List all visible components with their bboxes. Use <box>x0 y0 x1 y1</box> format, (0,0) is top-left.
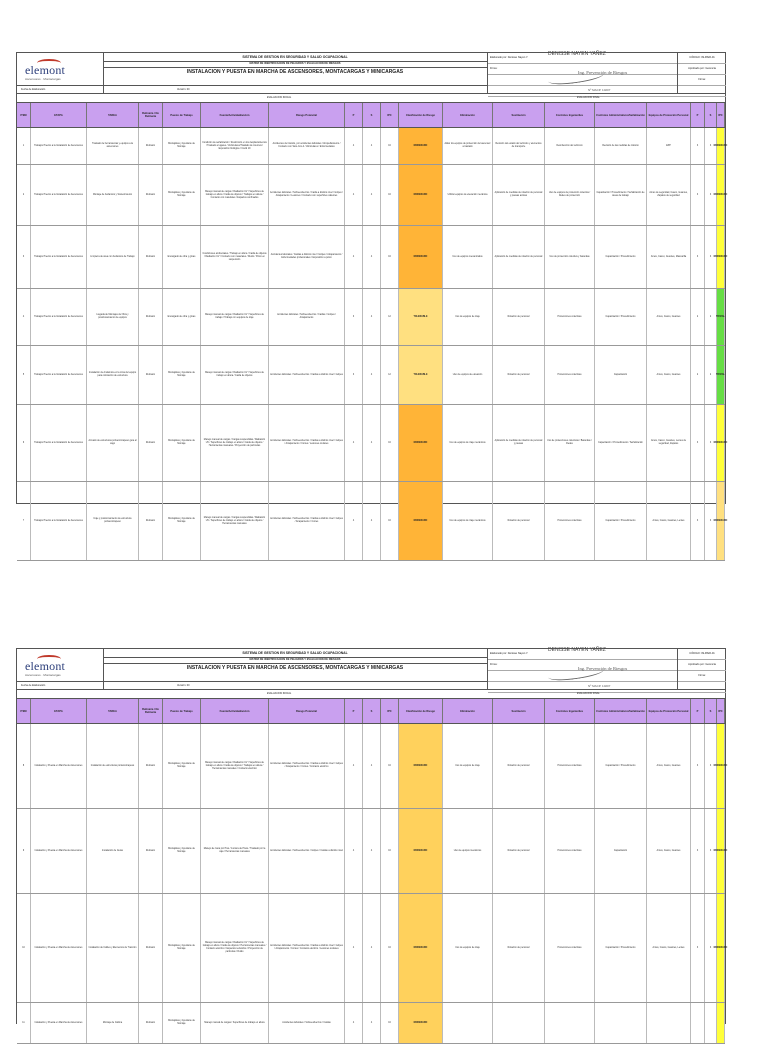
cell-clas: TOLERABLE <box>399 346 443 404</box>
project-title: INSTALACION Y PUESTA EN MARCHA DE ASCENSORES, MONTACARGAS Y MINICARGAS <box>186 665 404 671</box>
cell-p: 4 <box>345 894 363 1002</box>
cell-ipc: 16 <box>381 894 399 1002</box>
cell-clas: MODERADO <box>399 226 443 288</box>
cell-ing <box>545 1003 595 1043</box>
cell-adm <box>595 1003 647 1043</box>
cell-s: 4 <box>363 346 381 404</box>
cell-s: 4 <box>363 405 381 481</box>
cell-s2: 3 <box>705 724 717 808</box>
cell-s: 4 <box>363 289 381 345</box>
cell-puesto: Montajistas y Ayudante de Montaje <box>163 1003 201 1043</box>
cell-fuente: Manejo manual de cargas / Radiación UV / Superficies de trabajo en altura / Caída de objetos / Trabajos en altura / Contacto con materiales / Espacios confinados <box>201 165 269 225</box>
cell-ipc2: MODERADO <box>717 482 725 560</box>
column-header-s2: S <box>705 103 717 127</box>
iper-page-2 <box>16 648 726 1024</box>
cell-sust: Rotación de personal <box>493 289 545 345</box>
column-header-epp: Equipos de Protección Personal <box>647 103 691 127</box>
cell-ipc2: MODERADO <box>717 809 725 893</box>
cell-ipc: 16 <box>381 809 399 893</box>
cell-ing: Desinfección del vehículo <box>545 128 595 164</box>
cell-item: 2 <box>17 165 31 225</box>
cell-p2: 3 <box>691 226 705 288</box>
column-header-fuente: Fuente/Actividad/acción <box>201 699 269 723</box>
cell-clas: MODERADO <box>399 128 443 164</box>
cell-s2: 3 <box>705 405 717 481</box>
evaluation-band: EVALUACION INICIAL EVALUACION FINAL <box>17 690 725 699</box>
cell-s: 4 <box>363 894 381 1002</box>
cell-sust: Aplicación de medidas de rotación de personal y pausas <box>493 405 545 481</box>
cell-etapa: Trabajos Previos a la Instalación de Ascensores <box>31 289 87 345</box>
table-body <box>17 128 728 561</box>
cell-clas: MODERADO <box>399 894 443 1002</box>
cell-rutina: Rutinario <box>139 405 163 481</box>
column-header-fuente: Fuente/Actividad/acción <box>201 103 269 127</box>
cell-clas: MODERADO <box>399 809 443 893</box>
cell-s2: 2 <box>705 346 717 404</box>
cell-fuente: Manejo manual de cargas / Radiación UV / Superficies de trabajo en altura / Caída de objetos <box>201 346 269 404</box>
cell-riesgo: Accidentes laborales / Sobreesfuerzos / Caída a distinto nivel / Golpes / Atrapamiento / Lesiones / Contacto con superficies calientes <box>269 165 345 225</box>
cell-p2: 2 <box>691 289 705 345</box>
cell-sust: Rotación de personal <box>493 724 545 808</box>
cell-adm: Capacitación / Procedimiento <box>595 894 647 1002</box>
cell-sust: Aplicación de medidas de rotación de personal <box>493 226 545 288</box>
cell-fuente: Condiciones ambientales / Trabajo en altura / Caída de objetos / Radiación UV / Contacto con materiales / Ruido / Polvo en suspensión <box>201 226 269 288</box>
cell-etapa: Trabajos Previos a la Instalación de Ascensores <box>31 482 87 560</box>
column-header-item: ITEM <box>17 103 31 127</box>
column-header-p: P <box>345 699 363 723</box>
cell-s2: 2 <box>705 289 717 345</box>
cell-item: 3 <box>17 226 31 288</box>
cell-rutina: Rutinario <box>139 1003 163 1043</box>
cell-fuente: Manejo de Guía por Piso / Juntura de Pisos / Traslado por la caja / Herramientas manuales <box>201 809 269 893</box>
table-header <box>17 699 725 724</box>
column-header-tarea: TAREA <box>87 699 139 723</box>
document-header <box>17 53 725 94</box>
signature-name: DENISSE NAYEN YAÑEZ <box>548 51 606 57</box>
cell-p2: 3 <box>691 894 705 1002</box>
cell-riesgo: Accidentes laborales / Sobreesfuerzos / Caídas a distinto nivel / Golpes / Atrapamiento / Cortes / Contacto eléctrico <box>269 724 345 808</box>
column-header-ipc: IPC <box>381 103 399 127</box>
matrix-title: MATRIZ DE IDENTIFICACION DE PELIGROS Y EVALUACION DE RIESGOS <box>103 657 487 664</box>
cell-ipc: 12 <box>381 289 399 345</box>
cell-fuente: Manejo manual de cargas / Superficies de trabajo en altura <box>201 1003 269 1043</box>
cell-ipc2: MODERADO <box>717 226 725 288</box>
column-header-riesgo: Riesgo Potencial <box>269 699 345 723</box>
cell-ipc2: MODERADO <box>717 724 725 808</box>
cell-clas: TOLERABLE <box>399 289 443 345</box>
cell-puesto: Montajistas y Ayudante de Montaje <box>163 405 201 481</box>
column-header-adm: Controles Administrativos/Señalización <box>595 103 647 127</box>
cell-sust: Rotación de personal <box>493 894 545 1002</box>
cell-ipc2: MODERADO <box>717 165 725 225</box>
cell-item: 5 <box>17 346 31 404</box>
cell-clas: MODERADO <box>399 482 443 560</box>
cell-puesto: Encargado de obra y grúas <box>163 226 201 288</box>
cell-rutina: Rutinario <box>139 809 163 893</box>
cell-clas: MODERADO <box>399 165 443 225</box>
cell-ipc2: TRIVIAL <box>717 346 725 404</box>
column-header-ing: Controles Ingenieriles <box>545 699 595 723</box>
cell-tarea: Limpieza de área con Andamios de Trabajo <box>87 226 139 288</box>
project-title: INSTALACION Y PUESTA EN MARCHA DE ASCENSORES, MONTACARGAS Y MINICARGAS <box>186 69 404 75</box>
cell-p: 3 <box>345 289 363 345</box>
cell-puesto: Encargado de obra y grúas <box>163 289 201 345</box>
evaluation-band: EVALUACION INICIAL EVALUACION FINAL <box>17 94 725 103</box>
cell-ing: Protecciones colectivas <box>545 482 595 560</box>
cell-ing: Protecciones colectivas <box>545 809 595 893</box>
cell-elim: Uso de equipos mecanizados <box>443 226 493 288</box>
system-title: SISTEMA DE GESTION EN SEGURIDAD Y SALUD OCUPACIONAL <box>103 649 487 658</box>
cell-p: 4 <box>345 128 363 164</box>
column-header-s2: S <box>705 699 717 723</box>
cell-s2: 3 <box>705 128 717 164</box>
cell-fuente: Manejo manual de cargas / Radiación UV / Superficies de trabajo en altura / Caída de objetos / Herramientas manuales / Contacto eléctrico / Espacios reducidos / Proyección de partículas / Ruido <box>201 894 269 1002</box>
cell-epp: Arnés, Casco, Guantes <box>647 724 691 808</box>
cell-tarea: Izaje y posicionamiento de estructura portacontrapeso <box>87 482 139 560</box>
cell-tarea: Instalación de Cables y Elementos de Tracción <box>87 894 139 1002</box>
cell-riesgo: Accidentes laborales / Sobreesfuerzos / Caídas <box>269 1003 345 1043</box>
cell-adm: Capacitación / Procedimiento <box>595 724 647 808</box>
cell-etapa: Trabajos Previos a la Instalación de Ascensores <box>31 128 87 164</box>
column-header-rutina: Rutinaria / No Rutinaria <box>139 699 163 723</box>
table-body <box>17 724 728 1044</box>
cell-p2: 3 <box>691 165 705 225</box>
cell-epp: Arnés de seguridad, Casco, Guantes, Zapatos de seguridad <box>647 165 691 225</box>
cell-p: 4 <box>345 226 363 288</box>
cell-fuente: Manejo manual de cargas / Radiación UV / Superficies de trabajo en altura / Caída de objetos / Trabajos en altura / Herramientas manuales / Contacto eléctrico <box>201 724 269 808</box>
cell-item: 9 <box>17 809 31 893</box>
cell-p2: 2 <box>691 346 705 404</box>
cell-sust: Rotación de personal <box>493 809 545 893</box>
table-row <box>17 289 725 346</box>
cell-fuente: Manejo manual de cargas / Radiación UV / Superficies de trabajo / Trabajo con equipos de izaje <box>201 289 269 345</box>
cell-s: 4 <box>363 1003 381 1043</box>
column-header-elim: Eliminación <box>443 699 493 723</box>
cell-riesgo: Accidentes laborales / Sobreesfuerzos / Caídas a distinto nivel / Golpes / Atrapamiento / Cortes <box>269 482 345 560</box>
table-row <box>17 724 728 809</box>
cell-p: 4 <box>345 1003 363 1043</box>
signature-name: DENISSE NAYEN YAÑEZ <box>548 647 606 653</box>
cell-ipc: 16 <box>381 724 399 808</box>
table-row <box>17 894 728 1003</box>
cell-s2: 3 <box>705 809 717 893</box>
cell-epp: Arnés, Casco, Guantes, Mascarilla <box>647 226 691 288</box>
cell-puesto: Montajistas y Ayudante de Montaje <box>163 482 201 560</box>
table-row <box>17 226 728 289</box>
column-header-ipc2: IPC <box>717 103 725 127</box>
cell-p2: 3 <box>691 482 705 560</box>
cell-ipc2: MODERADO <box>717 894 725 1002</box>
matrix-title: MATRIZ DE IDENTIFICACION DE PELIGROS Y EVALUACION DE RIESGOS <box>103 61 487 68</box>
cell-elim: Uso de equipos de izaje mecánicos <box>443 482 493 560</box>
cell-puesto: Montajistas y Ayudante de Montaje <box>163 346 201 404</box>
cell-p2: 3 <box>691 405 705 481</box>
cell-elim <box>443 1003 493 1043</box>
cell-rutina: Rutinario <box>139 226 163 288</box>
cell-ipc2 <box>717 1003 725 1043</box>
cell-sust <box>493 1003 545 1043</box>
cell-puesto: Montajistas y Ayudante de Montaje <box>163 809 201 893</box>
column-header-etapa: ETAPA <box>31 103 87 127</box>
cell-ing: Protecciones colectivas <box>545 346 595 404</box>
cell-elim: Uso de equipos de izaje mecánicos <box>443 405 493 481</box>
cell-adm: Capacitación / Procedimiento / Señalización <box>595 405 647 481</box>
cell-ing: Uso de equipos de protección colectiva / Redes de protección <box>545 165 595 225</box>
cell-elim: Uso de equipos mecánicos <box>443 809 493 893</box>
column-header-s: S <box>363 699 381 723</box>
cell-item: 1 <box>17 128 31 164</box>
cell-fuente: Manejo manual de cargas / Cargas suspendidas / Radiación UV / Superficies de trabajo en altura / Caída de objetos / Herramientas manuales / Proyección de partículas <box>201 405 269 481</box>
cell-p2: 3 <box>691 128 705 164</box>
cell-epp: Arnés, Casco, Guantes, Lentes <box>647 894 691 1002</box>
cell-ipc2: MODERADO <box>717 405 725 481</box>
cell-s2: 3 <box>705 482 717 560</box>
cell-puesto: Montajistas y Ayudante de Montaje <box>163 165 201 225</box>
cell-elim: Uso de equipos de izaje <box>443 724 493 808</box>
column-header-clas: Clasificación de Riesgo <box>399 103 443 127</box>
cell-p: 4 <box>345 482 363 560</box>
column-header-epp: Equipos de Protección Personal <box>647 699 691 723</box>
cell-p: 4 <box>345 809 363 893</box>
cell-riesgo: Accidentes laborales / Sobreesfuerzos / Caídas a distinto nivel / Golpes / Atrapamiento / Cortes / Lesiones oculares <box>269 405 345 481</box>
cell-riesgo: Accidentes laborales / Sobreesfuerzos / Caídas a distinto nivel / Golpes / Atrapamiento / Cortes / Contacto eléctrico / Lesiones oculares <box>269 894 345 1002</box>
column-header-etapa: ETAPA <box>31 699 87 723</box>
cell-tarea: Armado de estructuras portacontrapeso guía al vago <box>87 405 139 481</box>
cell-s2: 3 <box>705 226 717 288</box>
cell-s: 4 <box>363 165 381 225</box>
cell-puesto: Montajistas y Ayudante de Montaje <box>163 724 201 808</box>
cell-ing: Uso de protecciones colectivas / Barandas / Redes <box>545 405 595 481</box>
table-row <box>17 1003 725 1044</box>
cell-ipc: 16 <box>381 128 399 164</box>
cell-ipc2: MODERADO <box>717 128 725 164</box>
cell-sust: Revisión del estado del vehículo y elementos de transporte <box>493 128 545 164</box>
document-header <box>17 649 725 690</box>
column-header-sust: Sustitución <box>493 103 545 127</box>
cell-tarea: Montaje de Andamios y Sostenimiento <box>87 165 139 225</box>
cell-epp: Arnés, Casco, Guantes <box>647 289 691 345</box>
table-header <box>17 103 725 128</box>
cell-adm: Capacitación <box>595 346 647 404</box>
cell-ipc: 16 <box>381 405 399 481</box>
cell-rutina: Rutinario <box>139 894 163 1002</box>
cell-epp: Arnés, Casco, Guantes, Lentes <box>647 482 691 560</box>
code-block: CÓDIGO: 09-IPER-01 Aprobado por: Gerencia Firma: <box>677 53 726 93</box>
cell-ipc: 16 <box>381 482 399 560</box>
cell-puesto: Montajistas y Ayudante de Montaje <box>163 894 201 1002</box>
cell-adm: Capacitación / Procedimiento <box>595 482 647 560</box>
code-block: CÓDIGO: 09-IPER-01 Aprobado por: Gerencia Firma: <box>677 649 726 689</box>
cell-tarea: Montaje de Cabina <box>87 1003 139 1043</box>
cell-rutina: Rutinario <box>139 289 163 345</box>
cell-s: 4 <box>363 724 381 808</box>
column-header-tarea: TAREA <box>87 103 139 127</box>
column-header-puesto: Puesto de Trabajo <box>163 699 201 723</box>
column-header-adm: Controles Administrativos/Señalización <box>595 699 647 723</box>
cell-tarea: Instalación de Guías <box>87 809 139 893</box>
column-header-p: P <box>345 103 363 127</box>
column-header-clas: Clasificación de Riesgo <box>399 699 443 723</box>
cell-item: 11 <box>17 1003 31 1043</box>
table-row <box>17 165 728 226</box>
cell-ing: Protecciones colectivas <box>545 894 595 1002</box>
meta-row: Fecha de Elaboración Versión: 00 <box>17 85 487 94</box>
cell-etapa: Trabajos Previos a la Instalación de Ascensores <box>31 226 87 288</box>
cell-ipc2: TRIVIAL <box>717 289 725 345</box>
cell-riesgo: Accidentes laborales / Sobreesfuerzos / Caídas a distinto nivel / Golpes <box>269 346 345 404</box>
table-row <box>17 405 728 482</box>
cell-item: 8 <box>17 724 31 808</box>
cell-item: 10 <box>17 894 31 1002</box>
system-title: SISTEMA DE GESTION EN SEGURIDAD Y SALUD OCUPACIONAL <box>103 53 487 62</box>
column-header-elim: Eliminación <box>443 103 493 127</box>
cell-adm: Capacitación / Procedimiento / Señalización de áreas de trabajo <box>595 165 647 225</box>
cell-ipc: 16 <box>381 165 399 225</box>
cell-s: 4 <box>363 128 381 164</box>
cell-rutina: Rutinario <box>139 482 163 560</box>
cell-etapa: Trabajos Previos a la Instalación de Ascensores <box>31 405 87 481</box>
cell-riesgo: Accidentes laborales / Sobreesfuerzos / Caídas / Golpes / Atrapamiento <box>269 289 345 345</box>
cell-etapa: Instalación y Puesta en Marcha de Ascensores <box>31 724 87 808</box>
cell-item: 6 <box>17 405 31 481</box>
column-header-ipc: IPC <box>381 699 399 723</box>
cell-epp: Arnés, Casco, Guantes <box>647 809 691 893</box>
cell-adm: Capacitación <box>595 809 647 893</box>
cell-adm: Revisión de las medidas de tránsito <box>595 128 647 164</box>
table-row <box>17 128 728 165</box>
cell-epp: EPP <box>647 128 691 164</box>
cell-adm: Capacitación / Procedimiento <box>595 289 647 345</box>
cell-ing: Protecciones colectivas <box>545 289 595 345</box>
cell-p2: 3 <box>691 809 705 893</box>
column-header-ing: Controles Ingenieriles <box>545 103 595 127</box>
cell-elim: Uso de equipos de izaje <box>443 894 493 1002</box>
cell-clas: MODERADO <box>399 724 443 808</box>
cell-clas: MODERADO <box>399 1003 443 1043</box>
column-header-puesto: Puesto de Trabajo <box>163 103 201 127</box>
cell-clas: MODERADO <box>399 405 443 481</box>
cell-p: 4 <box>345 724 363 808</box>
approval-block: Elaborado por: Denisse Nayen Y. DENISSE NAYEN YAÑEZ Firma: Ing. Prevención de Riesgos Nº MACP. 10207 <box>487 649 678 689</box>
cell-tarea: Instalación de estructuras portacontrapeso <box>87 724 139 808</box>
cell-etapa: Instalación y Puesta en Marcha de Ascensores <box>31 809 87 893</box>
cell-adm: Capacitación / Procedimiento <box>595 226 647 288</box>
cell-ipc: 16 <box>381 1003 399 1043</box>
cell-rutina: Rutinario <box>139 346 163 404</box>
cell-s2: 3 <box>705 894 717 1002</box>
company-logo: elemont Ascensores · Montacargas <box>17 53 104 93</box>
cell-elim: Uso de equipos de elevación <box>443 346 493 404</box>
cell-item: 7 <box>17 482 31 560</box>
table-row <box>17 482 728 561</box>
column-header-item: ITEM <box>17 699 31 723</box>
cell-ipc: 12 <box>381 346 399 404</box>
iper-page-1 <box>16 51 728 525</box>
cell-sust: Rotación de personal <box>493 346 545 404</box>
cell-riesgo: Accidentes laborales / Caídas a distinto nivel / Golpes / Atrapamiento / Enfermedades profesionales / Exposición a polvo <box>269 226 345 288</box>
cell-elim: Utilizar equipos de elevación mecánica <box>443 165 493 225</box>
column-header-riesgo: Riesgo Potencial <box>269 103 345 127</box>
cell-etapa: Instalación y Puesta en Marcha de Ascensores <box>31 894 87 1002</box>
cell-etapa: Trabajos Previos a la Instalación de Ascensores <box>31 165 87 225</box>
cell-p: 4 <box>345 405 363 481</box>
cell-ipc: 16 <box>381 226 399 288</box>
cell-epp: Arnés, Casco, Guantes <box>647 346 691 404</box>
cell-rutina: Rutinario <box>139 165 163 225</box>
cell-epp <box>647 1003 691 1043</box>
cell-rutina: Rutinario <box>139 128 163 164</box>
table-row <box>17 809 728 894</box>
cell-riesgo: Accidentes de tránsito, por accidentes laborales / Atropellamiento / Contacto con Sars-Cov-2 / Vehiculares / Enfermedades <box>269 128 345 164</box>
cell-item: 4 <box>17 289 31 345</box>
cell-p: 3 <box>345 346 363 404</box>
cell-elim: Uso de equipos de izaje <box>443 289 493 345</box>
cell-tarea: Traslado de herramientas y equipos a la ascensores <box>87 128 139 164</box>
company-logo: elemont Ascensores · Montacargas <box>17 649 104 689</box>
column-header-s: S <box>363 103 381 127</box>
column-header-p2: P <box>691 103 705 127</box>
cell-p: 4 <box>345 165 363 225</box>
cell-ing: Uso de protección colectiva y barandas <box>545 226 595 288</box>
cell-p2 <box>691 1003 705 1043</box>
cell-s: 4 <box>363 226 381 288</box>
cell-riesgo: Accidentes laborales / Sobreesfuerzos / Golpes / Caídas a distinto nivel <box>269 809 345 893</box>
cell-sust: Rotación de personal <box>493 482 545 560</box>
cell-p2: 3 <box>691 724 705 808</box>
column-header-rutina: Rutinaria / No Rutinaria <box>139 103 163 127</box>
column-header-p2: P <box>691 699 705 723</box>
table-row <box>17 346 725 405</box>
cell-s: 4 <box>363 482 381 560</box>
cell-s2: 3 <box>705 165 717 225</box>
cell-tarea: Llegada de Montajes de Obra y posicionamiento de equipos <box>87 289 139 345</box>
column-header-ipc2: IPC <box>717 699 725 723</box>
cell-etapa: Instalación y Puesta en Marcha de Ascensores <box>31 1003 87 1043</box>
cell-s: 4 <box>363 809 381 893</box>
meta-row: Fecha de Elaboración Versión: 00 <box>17 681 487 690</box>
column-header-sust: Sustitución <box>493 699 545 723</box>
cell-sust: Aplicación de medidas de rotación de personal y pausas activas <box>493 165 545 225</box>
cell-rutina: Rutinario <box>139 724 163 808</box>
cell-ing: Protecciones colectivas <box>545 724 595 808</box>
cell-tarea: Instalación de Andamios en la cima del equipo para colocación de estructura <box>87 346 139 404</box>
cell-etapa: Trabajos Previos a la Instalación de Ascensores <box>31 346 87 404</box>
cell-fuente: Condición de señalización / Restricción en los desplazamientos / Traslado a lugares / Vehiculares/Traslado de insumos / Exposición biológica / Covid 19 <box>201 128 269 164</box>
cell-fuente: Manejo manual de cargas / Cargas suspendidas / Radiación UV / Superficies de trabajo en altura / Caída de objetos / Herramientas manuales <box>201 482 269 560</box>
cell-s2 <box>705 1003 717 1043</box>
cell-epp: Arnés, Casco, Guantes, Lentes de seguridad, Zapatos <box>647 405 691 481</box>
approval-block: Elaborado por: Denisse Nayen Y. DENISSE NAYEN YAÑEZ Firma: Ing. Prevención de Riesgos Nº MACP. 10207 <box>487 53 678 93</box>
cell-elim: Aislar los equipos de protección del ascensor a traslado <box>443 128 493 164</box>
cell-puesto: Montajistas y Ayudante de Montaje <box>163 128 201 164</box>
